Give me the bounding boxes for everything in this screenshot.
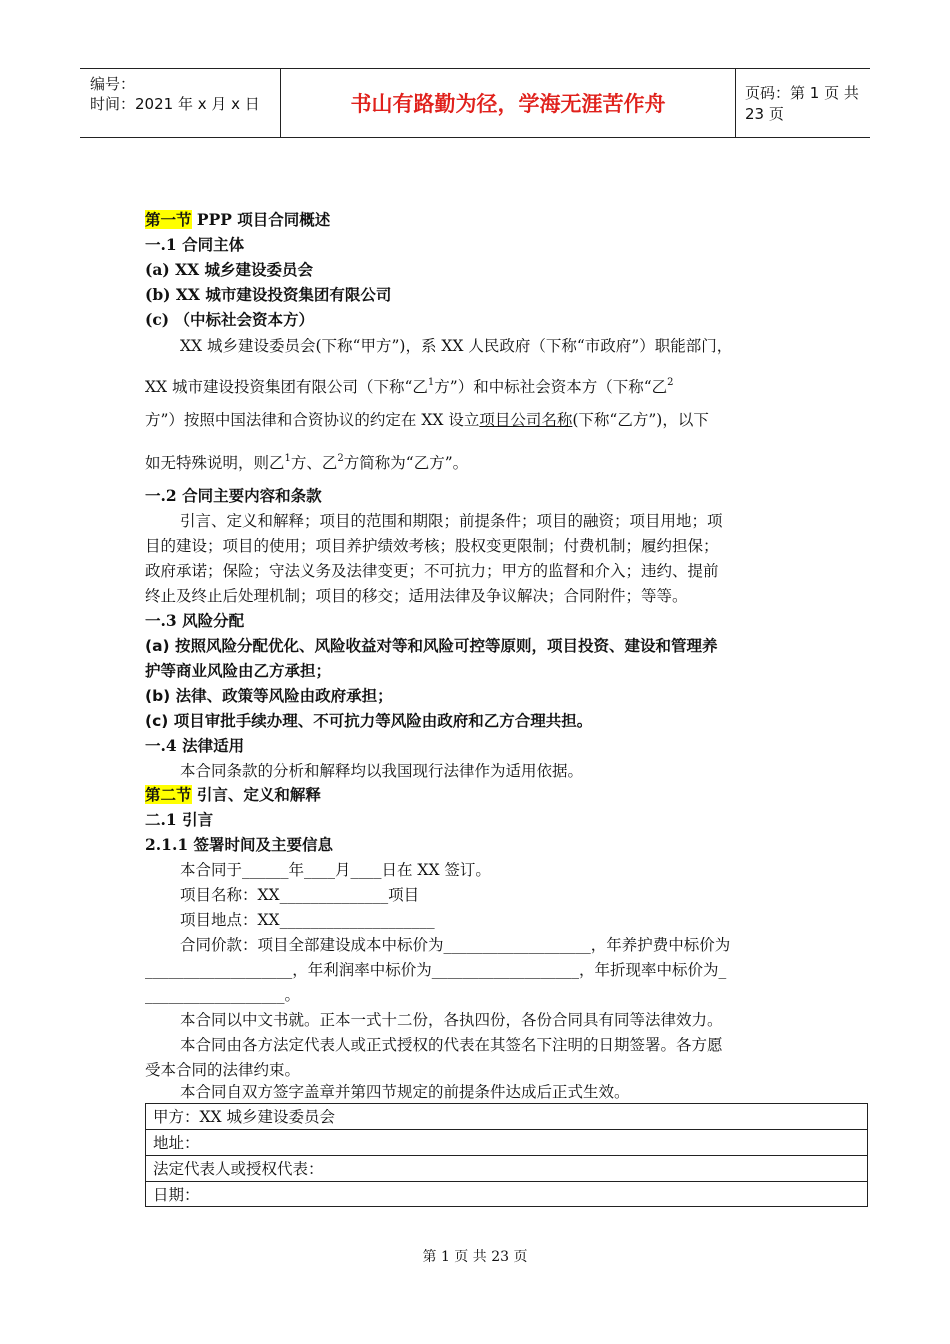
party-a-item: (a) XX 城乡建设委员会 (145, 260, 314, 279)
project-location-line: 项目地点：XX____________________ (180, 911, 435, 929)
section-1-1-heading: 一.1 合同主体 (145, 235, 245, 254)
contract-price-line-3: __________________。 (145, 986, 301, 1004)
party-c-item: (c) （中标社会资本方） (145, 310, 315, 329)
project-company-name: 项目公司名称 (479, 411, 573, 429)
section-2-1-heading: 二.1 引言 (145, 810, 214, 829)
p1-l4-sup-2: 2 (337, 453, 344, 464)
paragraph-2-line-2: 目的建设；项目的使用；项目养护绩效考核；股权变更限制；付费机制；履约担保； (145, 537, 719, 555)
p1-l4-text-b: 方、乙 (290, 454, 338, 472)
risk-b-item: (b) 法律、政策等风险由政府承担； (145, 687, 393, 705)
risk-c-item: (c) 项目审批手续办理、不可抗力等风险由政府和乙方合理共担。 (145, 712, 593, 730)
project-name-line: 项目名称：XX______________项目 (180, 886, 420, 904)
contract-price-line-1: 合同价款：项目全部建设成本中标价为___________________，年养护费中标价为 (180, 936, 731, 954)
p1-l2-text-b: 方”）和中标社会资本方（下称“乙 (434, 378, 668, 396)
section-2-title-text: 引言、定义和解释 (191, 785, 321, 804)
paragraph-5-line-1: 本合同由各方法定代表人或正式授权的代表在其签名下注明的日期签署。各方愿 (180, 1036, 723, 1054)
paragraph-2-line-4: 终止及终止后处理机制；项目的移交；适用法律及争议解决；合同附件；等等。 (145, 587, 688, 605)
section-2-title (145, 785, 321, 805)
p1-l2-text-a: XX 城市建设投资集团有限公司（下称“乙 (145, 378, 428, 396)
section-1-2-heading: 一.2 合同主要内容和条款 (145, 486, 322, 505)
paragraph-3: 本合同条款的分析和解释均以我国现行法律作为适用依据。 (180, 762, 584, 780)
paragraph-2-line-3: 政府承诺；保险；守法义务及法律变更；不可抗力；甲方的监督和介入；违约、提前 (145, 562, 719, 580)
section-1-3-heading: 一.3 风险分配 (145, 611, 245, 630)
section-2-1-1-heading: 2.1.1 签署时间及主要信息 (145, 835, 334, 854)
paragraph-5-line-2: 受本合同的法律约束。 (145, 1061, 301, 1079)
section-1-title-text: PPP 项目合同概述 (191, 210, 331, 229)
header-motto-cell (280, 69, 736, 137)
header-page-info: 页码：第 1 页 共 23 页 (745, 84, 859, 123)
p1-l4-sup-1: 1 (284, 453, 291, 464)
paragraph-6: 本合同自双方签字盖章并第四节规定的前提条件达成后正式生效。 (180, 1083, 630, 1101)
page-header (80, 68, 870, 138)
sign-row-date: 日期： (153, 1186, 200, 1204)
section-1-title-highlight: 第一节 (145, 210, 192, 229)
page-footer: 第 1 页 共 23 页 (422, 1249, 528, 1265)
p1-l4-text-c: 方简称为“乙方”。 (343, 454, 469, 472)
header-motto: 书山有路勤为径，学海无涯苦作舟 (350, 92, 666, 116)
section-1-title (145, 210, 330, 230)
paragraph-1-line-2 (145, 377, 674, 397)
paragraph-4: 本合同以中文书就。正本一式十二份，各执四份，各份合同具有同等法律效力。 (180, 1011, 723, 1029)
paragraph-1-line-3 (145, 410, 709, 430)
signature-table (145, 1103, 868, 1207)
signing-date-line: 本合同于______年____月____日在 XX 签订。 (180, 861, 491, 879)
section-2-title-highlight: 第二节 (145, 785, 192, 804)
section-1-4-heading: 一.4 法律适用 (145, 736, 245, 755)
header-page-cell (735, 69, 870, 137)
header-left-cell (80, 69, 280, 137)
p1-l3-text-b: (下称“乙方”)，以下 (572, 411, 709, 429)
risk-a-line-1: (a) 按照风险分配优化、风险收益对等和风险可控等原则，项目投资、建设和管理养 (145, 637, 718, 655)
p1-l2-sup-1: 1 (427, 377, 435, 388)
paragraph-2-line-1: 引言、定义和解释；项目的范围和期限；前提条件；项目的融资；项目用地；项 (180, 512, 723, 530)
document-time-label: 时间：2021 年 x 月 x 日 (90, 95, 260, 113)
risk-a-line-2: 护等商业风险由乙方承担； (145, 662, 332, 680)
sign-row-address: 地址： (146, 1130, 867, 1156)
party-b-item: (b) XX 城市建设投资集团有限公司 (145, 285, 392, 304)
contract-price-line-2: ___________________，年利润率中标价为___________________，年折现率中标价为_ (145, 961, 727, 979)
p1-l2-sup-2: 2 (667, 377, 674, 388)
paragraph-1-line-1: XX 城乡建设委员会(下称“甲方”)，系 XX 人民政府（下称“市政府”）职能部门， (180, 337, 733, 355)
document-number-label: 编号： (90, 75, 136, 93)
sign-row-representative: 法定代表人或授权代表： (146, 1156, 867, 1182)
paragraph-1-line-4 (145, 453, 468, 473)
p1-l3-text-a: 方”）按照中国法律和合资协议的约定在 XX 设立 (145, 411, 480, 429)
p1-l4-text-a: 如无特殊说明，则乙 (145, 454, 285, 472)
sign-row-party-a: 甲方：XX 城乡建设委员会 (146, 1104, 867, 1130)
